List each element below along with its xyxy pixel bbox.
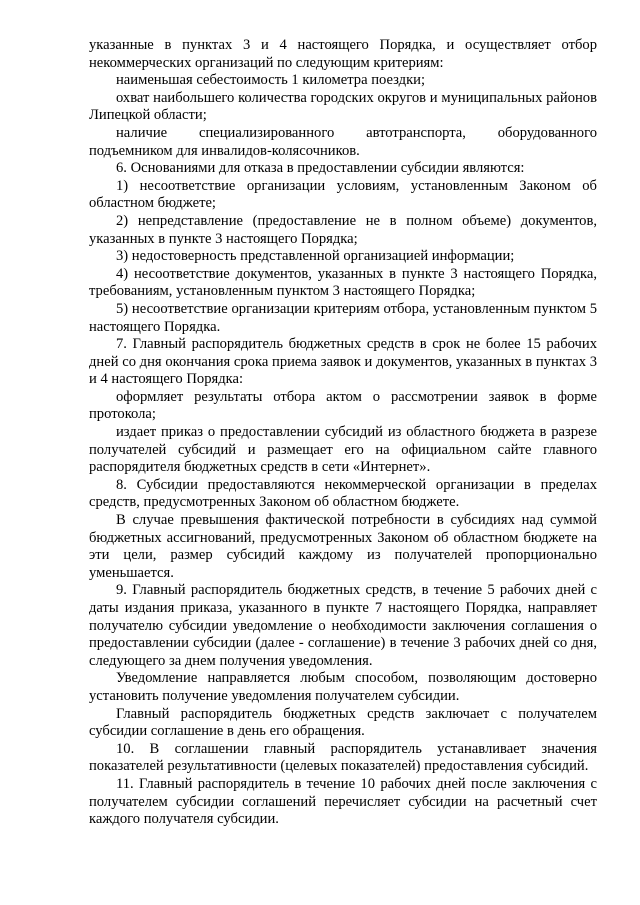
paragraph-section-10: 10. В соглашении главный распорядитель устанавливает значения показателей результативности (целевых показателей) предоставления субсидий. bbox=[89, 740, 597, 775]
paragraph-protocol: оформляет результаты отбора актом о рассмотрении заявок в форме протокола; bbox=[89, 388, 597, 423]
paragraph-refusal-2: 2) непредставление (предоставление не в полном объеме) документов, указанных в пункте 3 настоящего Порядка; bbox=[89, 212, 597, 247]
paragraph-refusal-5: 5) несоответствие организации критериям отбора, установленным пунктом 5 настоящего Порядка. bbox=[89, 300, 597, 335]
paragraph-section-6: 6. Основаниями для отказа в предоставлении субсидии являются: bbox=[116, 160, 525, 177]
paragraph-proportional-reduction: В случае превышения фактической потребности в субсидиях над суммой бюджетных ассигнований, предусмотренных Законом об областном бюджете на эти цели, размер субсидий каждому из получателей пропорционально уменьшается. bbox=[89, 512, 597, 581]
paragraph-section-7: 7. Главный распорядитель бюджетных средств в срок не более 15 рабочих дней со дня окончания срока приема заявок и документов, указанных в пунктах 3 и 4 настоящего Порядка: bbox=[89, 336, 597, 388]
paragraph-section-8: 8. Субсидии предоставляются некоммерческой организации в пределах средств, предусмотренных Законом об областном бюджете. bbox=[89, 476, 597, 511]
paragraph-notification: Уведомление направляется любым способом, позволяющим достоверно установить получение уведомления получателем субсидии. bbox=[89, 670, 597, 704]
paragraph-continuation: указанные в пунктах 3 и 4 настоящего Порядка, и осуществляет отбор некоммерческих организаций по следующим критериям: bbox=[89, 37, 597, 71]
paragraph-criterion-cost: наименьшая себестоимость 1 километра поездки; bbox=[116, 72, 426, 89]
paragraph-refusal-1: 1) несоответствие организации условиям, установленным Законом об областном бюджете; bbox=[89, 177, 597, 212]
paragraph-criterion-vehicles: наличие специализированного автотранспорта, оборудованного подъемником для инвалидов-колясочников. bbox=[89, 124, 597, 159]
paragraph-order: издает приказ о предоставлении субсидий из областного бюджета в разрезе получателей субсидий и размещает его на официальном сайте главного распорядителя бюджетных средств в сети «Интернет». bbox=[89, 424, 597, 476]
paragraph-criterion-coverage: охват наибольшего количества городских округов и муниципальных районов Липецкой области; bbox=[89, 89, 597, 124]
paragraph-refusal-4: 4) несоответствие документов, указанных в пункте 3 настоящего Порядка, требованиям, установленным пунктом 3 настоящего Порядка; bbox=[89, 265, 597, 300]
paragraph-refusal-3: 3) недостоверность представленной организацией информации; bbox=[116, 248, 515, 265]
paragraph-agreement: Главный распорядитель бюджетных средств заключает с получателем субсидии соглашение в день его обращения. bbox=[89, 705, 597, 740]
paragraph-section-11: 11. Главный распорядитель в течение 10 рабочих дней после заключения с получателем субсидии соглашений перечисляет субсидии на расчетный счет каждого получателя субсидии. bbox=[89, 775, 597, 828]
document-page bbox=[89, 37, 597, 829]
paragraph-section-9: 9. Главный распорядитель бюджетных средств, в течение 5 рабочих дней с даты издания приказа, указанного в пункте 7 настоящего Порядка, направляет получателю субсидии уведомление о необходимости заключения соглашения о предоставлении субсидии (далее - соглашение) в течение 3 рабочих дней со дня, следующего за днем получения уведомления. bbox=[89, 582, 597, 669]
